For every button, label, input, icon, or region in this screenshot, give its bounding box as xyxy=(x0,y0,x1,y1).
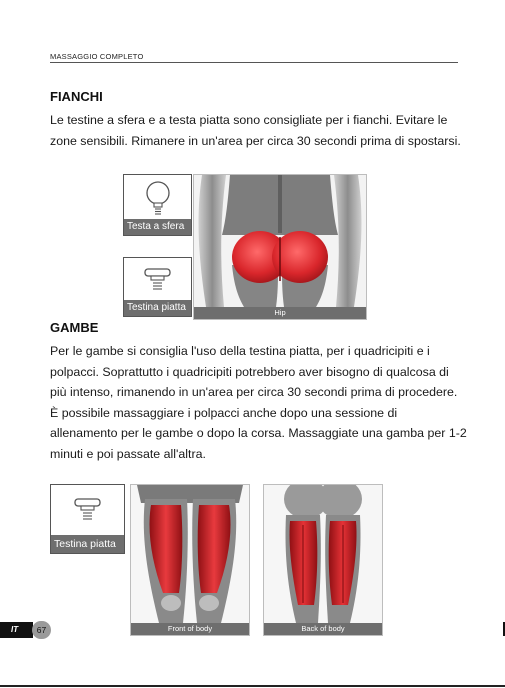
legs-paragraph: Per le gambe si consiglia l'uso della testina piatta, per i quadricipiti e i polpacci. Soprattutto i quadricipiti potrebbero aver bisogno di qualcosa di più intenso, rimanendo in un'area per circa 30 secondi prima di procedere. È possibile massaggiare i polpacci anche dopo una sessione di allenamento per le gambe o dopo la corsa. Massaggiate una gamba per 1-2 minuti e poi passate all'altra. xyxy=(50,344,467,461)
tool-card-ball-head xyxy=(123,174,192,236)
header-rule xyxy=(50,62,458,63)
hip-anatomy-illustration xyxy=(194,175,366,307)
footer-rule xyxy=(0,685,505,687)
back-legs-image xyxy=(263,484,383,636)
quadriceps-illustration xyxy=(131,485,249,623)
calves-hamstrings-illustration xyxy=(264,485,382,623)
photo-caption-back: Back of body xyxy=(264,623,382,635)
hip-muscle-image xyxy=(193,174,367,320)
tool-caption: Testina piatta xyxy=(124,300,191,316)
photo-caption-front: Front of body xyxy=(131,623,249,635)
flat-head-icon xyxy=(124,258,191,300)
tool-card-flat-head xyxy=(123,257,192,317)
edge-mark xyxy=(503,622,505,636)
page-number: 67 xyxy=(32,621,51,639)
photo-caption-hip: Hip xyxy=(194,307,366,319)
tool-caption: Testina piatta xyxy=(51,535,124,553)
section-title-hips: FIANCHI xyxy=(50,89,103,104)
language-tab: IT xyxy=(0,622,33,638)
section-title-legs: GAMBE xyxy=(50,320,99,335)
hips-paragraph: Le testine a sfera e a testa piatta sono consigliate per i fianchi. Evitare le zone sensibili. Rimanere in un'area per circa 30 secondi prima di spostarsi. xyxy=(50,113,461,148)
ball-head-icon xyxy=(124,175,191,219)
running-head: MASSAGGIO COMPLETO xyxy=(50,52,144,61)
front-legs-image xyxy=(130,484,250,636)
flat-head-icon xyxy=(51,485,124,535)
tool-card-flat-head-legs xyxy=(50,484,125,554)
tool-caption: Testa a sfera xyxy=(124,219,191,235)
